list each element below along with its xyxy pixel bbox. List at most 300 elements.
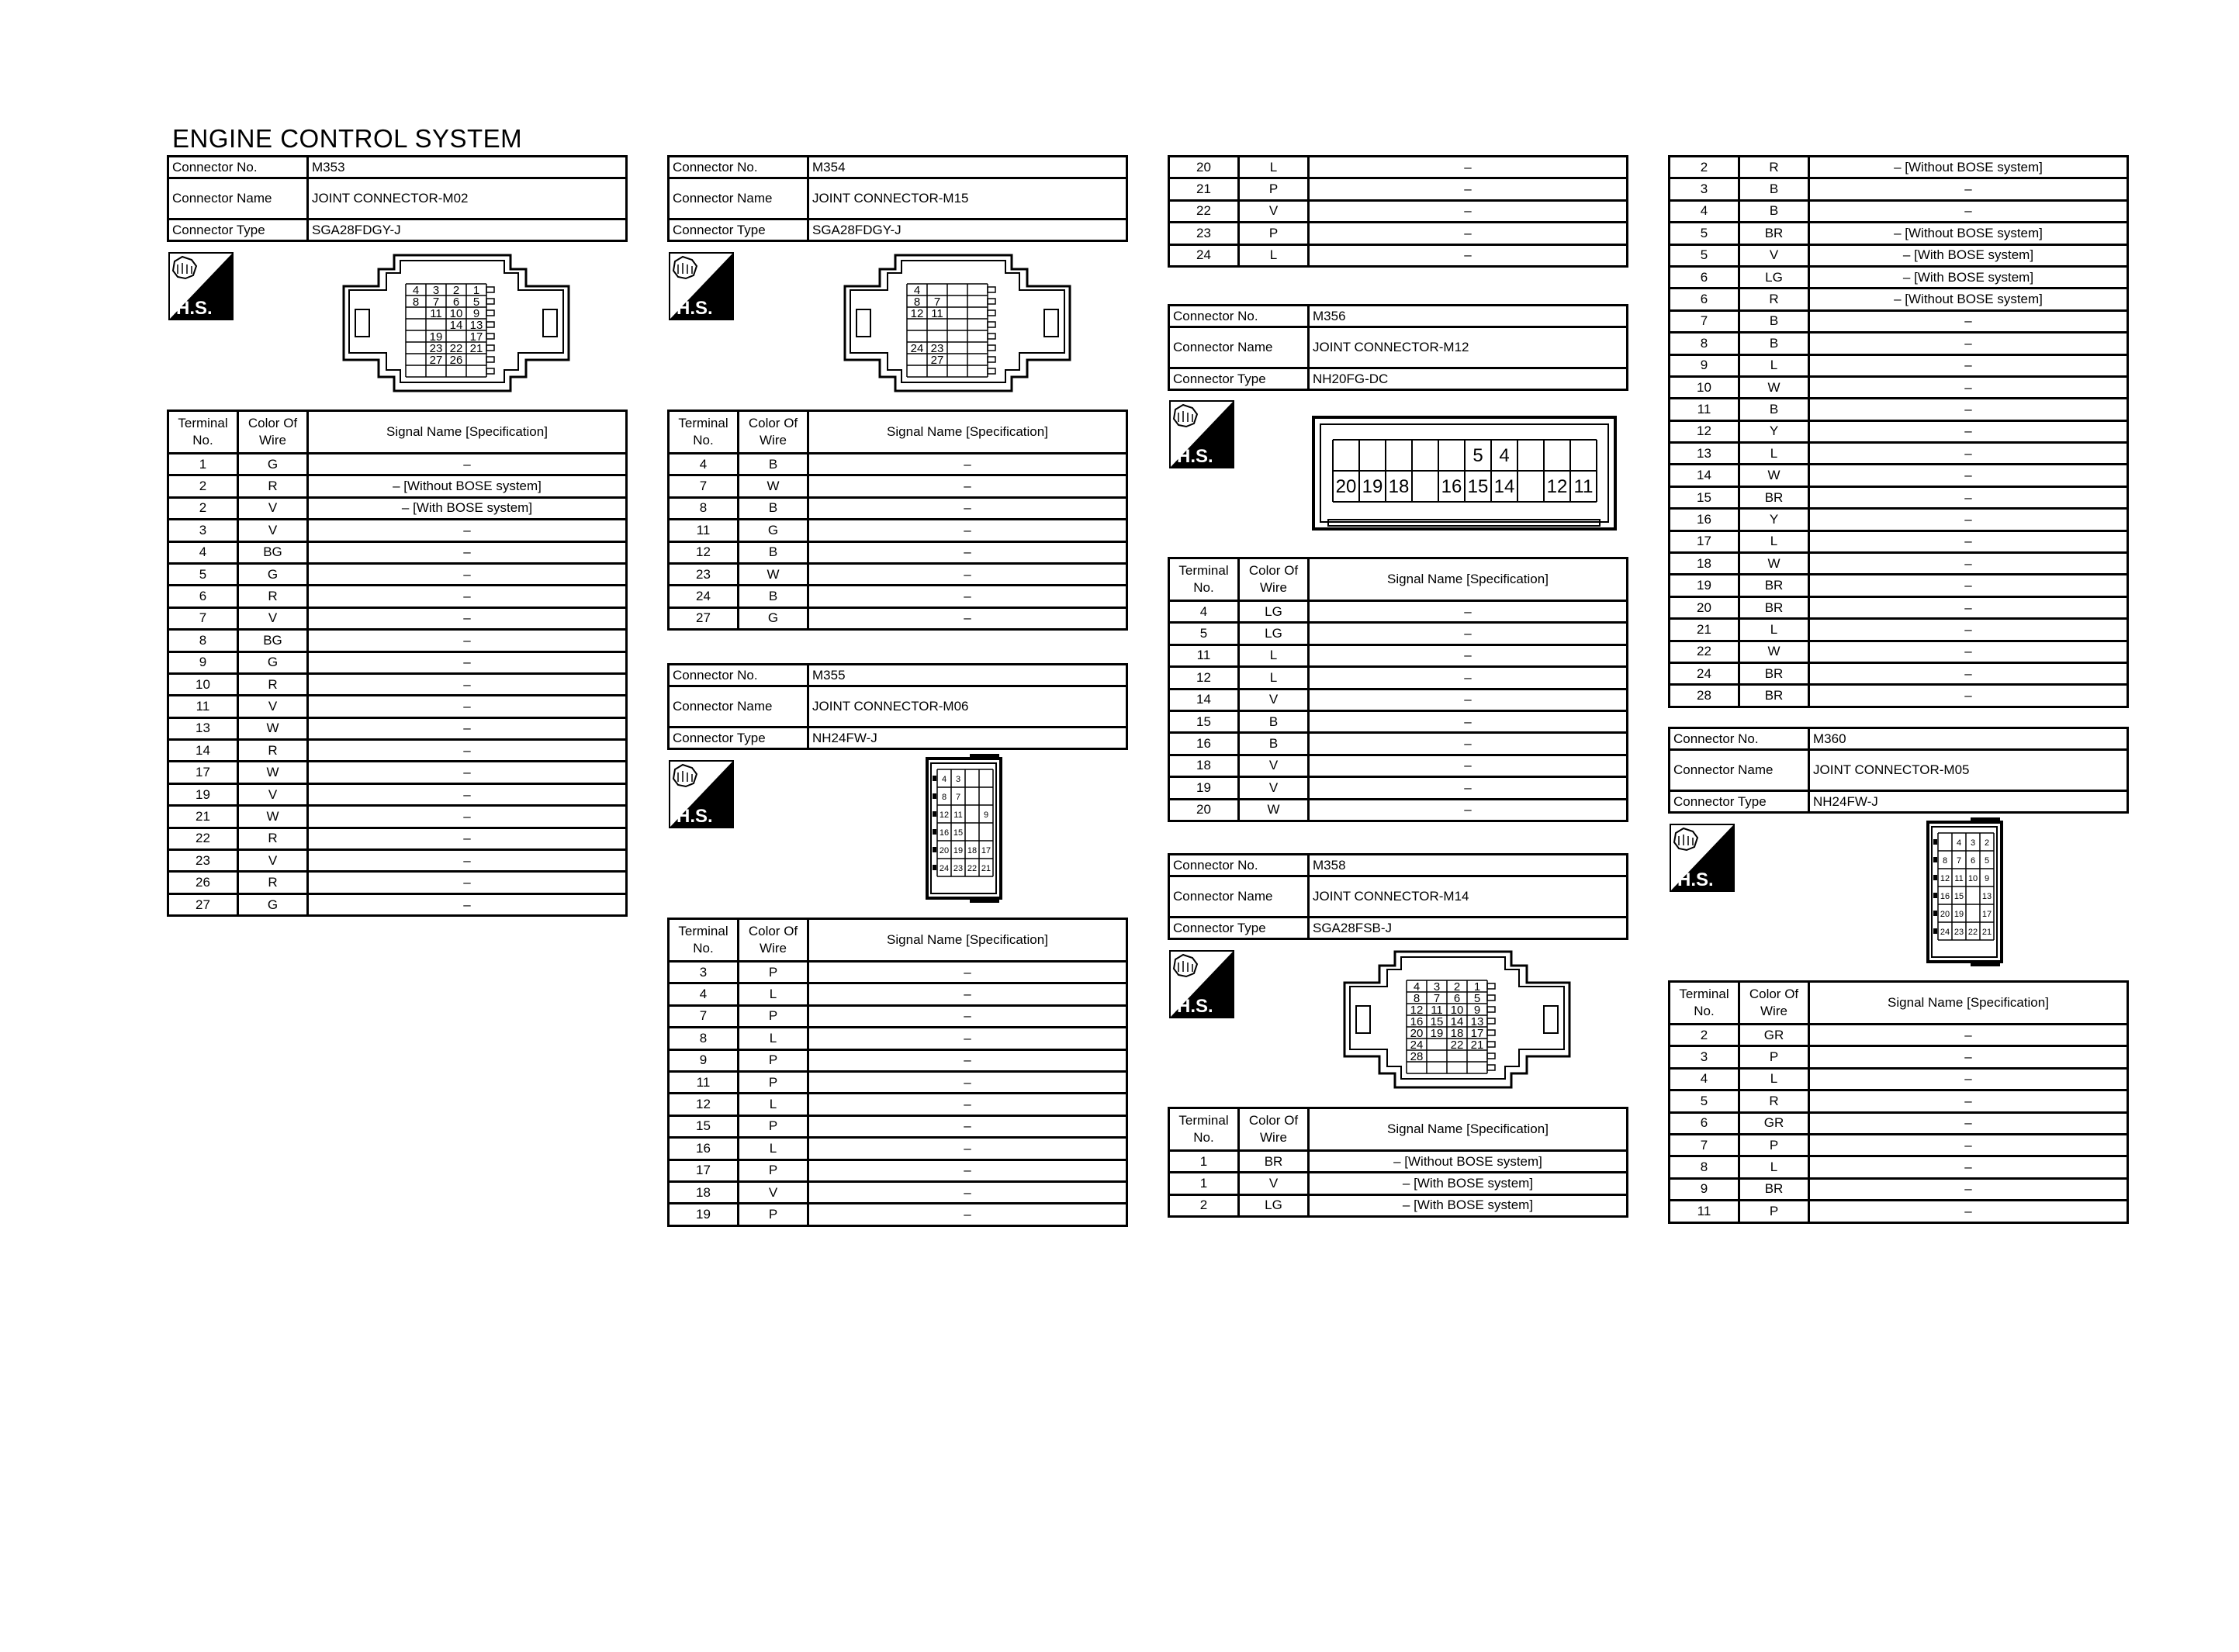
- pin-label: 12: [1410, 1004, 1424, 1017]
- terminal-cell: 14: [1670, 465, 1739, 486]
- terminal-cell: 9: [1670, 1178, 1739, 1200]
- terminal-cell: 12: [669, 1094, 739, 1115]
- terminal-cell: 24: [1670, 662, 1739, 684]
- signal-cell: –: [1809, 399, 2128, 420]
- signal-cell: –: [1809, 1134, 2128, 1156]
- wire-color-cell: P: [1239, 178, 1309, 200]
- signal-cell: –: [308, 872, 627, 893]
- wire-color-cell: L: [1739, 619, 1809, 641]
- terminal-cell: 12: [1169, 667, 1239, 689]
- table-row: [1670, 509, 2128, 531]
- connector-name-label: Connector Name: [1169, 876, 1309, 918]
- connector-type-label: Connector Type: [669, 219, 808, 241]
- signal-cell: –: [1809, 619, 2128, 641]
- pin-label: 20: [1940, 910, 1950, 919]
- wire-color-cell: BR: [1739, 662, 1809, 684]
- signal-cell: –: [308, 520, 627, 541]
- table-row: [669, 1071, 1127, 1093]
- terminal-cell: 6: [168, 586, 238, 607]
- terminal-cell: 19: [168, 783, 238, 805]
- table-row: [168, 520, 627, 541]
- terminal-cell: 1: [168, 454, 238, 475]
- terminal-cell: 23: [168, 850, 238, 872]
- terminal-cell: 4: [1670, 1068, 1739, 1090]
- signal-cell: –: [308, 783, 627, 805]
- terminal-cell: 13: [1670, 443, 1739, 465]
- table-row: [669, 1049, 1127, 1071]
- signal-cell: –: [308, 651, 627, 673]
- table-row: [1670, 223, 2128, 244]
- pin-label: 13: [1981, 892, 1992, 901]
- pin-label: 14: [1493, 476, 1515, 497]
- signal-cell: –: [308, 696, 627, 717]
- wire-color-cell: P: [739, 1204, 808, 1225]
- table-row: [168, 475, 627, 497]
- signal-cell: –: [808, 454, 1127, 475]
- pin-label: 24: [939, 864, 950, 873]
- terminal-cell: 19: [1169, 777, 1239, 799]
- table-row: [168, 586, 627, 607]
- table-row: [168, 696, 627, 717]
- pin-label: 1: [1473, 980, 1481, 994]
- table-row: [1169, 733, 1628, 755]
- connector-type-label: Connector Type: [669, 728, 808, 749]
- signal-cell: –: [1309, 244, 1628, 266]
- wire-color-cell: GR: [1739, 1112, 1809, 1134]
- signal-cell: –: [808, 497, 1127, 519]
- terminal-cell: 8: [168, 630, 238, 651]
- terminal-cell: 17: [669, 1160, 739, 1181]
- wire-color-cell: P: [739, 962, 808, 983]
- terminal-cell: 7: [1670, 1134, 1739, 1156]
- terminal-cell: 6: [1670, 266, 1739, 288]
- signal-cell: –: [1809, 509, 2128, 531]
- table-row: [1169, 623, 1628, 645]
- pin-label: 10: [449, 307, 463, 320]
- signal-cell: – [Without BOSE system]: [308, 475, 627, 497]
- wire-color-cell: W: [238, 762, 308, 783]
- pin-label: 3: [1433, 980, 1441, 994]
- terminal-cell: 13: [168, 717, 238, 739]
- signal-cell: –: [1809, 1112, 2128, 1134]
- terminal-cell: 23: [669, 563, 739, 585]
- wire-color-cell: G: [739, 520, 808, 541]
- terminal-cell: 11: [1670, 399, 1739, 420]
- table-row: [1670, 1134, 2128, 1156]
- table-row: [168, 717, 627, 739]
- terminal-cell: 9: [1670, 354, 1739, 376]
- signal-cell: –: [308, 541, 627, 563]
- wire-color-cell: LG: [1239, 601, 1309, 623]
- signal-cell: –: [1809, 376, 2128, 398]
- table-row: [168, 497, 627, 519]
- signal-cell: –: [808, 1204, 1127, 1225]
- terminal-cell: 16: [1169, 733, 1239, 755]
- terminal-cell: 27: [669, 607, 739, 629]
- connector-name-value: JOINT CONNECTOR-M12: [1309, 327, 1628, 368]
- terminal-cell: 2: [168, 475, 238, 497]
- signal-cell: – [With BOSE system]: [308, 497, 627, 519]
- terminal-cell: 3: [669, 962, 739, 983]
- terminal-no-header: Terminal No.: [1169, 558, 1239, 601]
- table-row: [1670, 399, 2128, 420]
- terminal-cell: 11: [669, 1071, 739, 1093]
- pin-label: 16: [1441, 476, 1462, 497]
- signal-cell: –: [308, 850, 627, 872]
- terminal-cell: 12: [1670, 420, 1739, 442]
- signal-cell: –: [1809, 1090, 2128, 1112]
- pin-label: 17: [469, 330, 483, 344]
- pin-label: 5: [1473, 992, 1481, 1005]
- terminal-cell: 7: [669, 1005, 739, 1027]
- table-row: [1670, 333, 2128, 354]
- wire-color-cell: L: [739, 1028, 808, 1049]
- color-of-wire-header: Color Of Wire: [1239, 1108, 1309, 1151]
- signal-cell: –: [1809, 310, 2128, 332]
- table-row: [1670, 244, 2128, 266]
- signal-cell: –: [308, 454, 627, 475]
- signal-cell: –: [1309, 755, 1628, 776]
- signal-cell: –: [808, 983, 1127, 1005]
- pin-label: 6: [452, 295, 460, 309]
- signal-cell: –: [1809, 1178, 2128, 1200]
- terminal-cell: 1: [1169, 1151, 1239, 1173]
- terminal-cell: 2: [168, 497, 238, 519]
- terminal-table-m355-continued: [1168, 155, 1628, 268]
- hs-harness-side-icon: [168, 252, 234, 320]
- connector-no-value: M355: [808, 665, 1127, 686]
- table-row: [669, 1204, 1127, 1225]
- terminal-cell: 7: [669, 475, 739, 497]
- signal-cell: –: [808, 1160, 1127, 1181]
- pin-label: 8: [941, 793, 947, 802]
- wire-color-cell: P: [1739, 1134, 1809, 1156]
- table-row: [669, 983, 1127, 1005]
- terminal-cell: 19: [669, 1204, 739, 1225]
- signal-cell: –: [1809, 354, 2128, 376]
- pin-label: 11: [953, 810, 963, 820]
- signal-cell: –: [1309, 733, 1628, 755]
- signal-cell: –: [1809, 641, 2128, 662]
- connector-no-value: M360: [1809, 728, 2128, 750]
- terminal-cell: 26: [168, 872, 238, 893]
- signal-cell: – [Without BOSE system]: [1309, 1151, 1628, 1173]
- terminal-cell: 9: [168, 651, 238, 673]
- connector-no-label: Connector No.: [168, 157, 308, 178]
- wire-color-cell: L: [1739, 354, 1809, 376]
- pin-label: 21: [1470, 1039, 1484, 1052]
- connector-name-label: Connector Name: [1670, 750, 1809, 791]
- terminal-no-header: Terminal No.: [1670, 982, 1739, 1025]
- pin-label: 5: [1984, 856, 1990, 866]
- terminal-cell: 14: [1169, 689, 1239, 710]
- table-row: [1670, 1090, 2128, 1112]
- terminal-table-m358-continued: [1668, 155, 2129, 708]
- table-row: [1670, 310, 2128, 332]
- terminal-cell: 4: [168, 541, 238, 563]
- pin-label: 27: [429, 354, 443, 367]
- table-row: [1670, 641, 2128, 662]
- terminal-cell: 3: [168, 520, 238, 541]
- wire-color-cell: GR: [1739, 1025, 1809, 1046]
- color-of-wire-header: Color Of Wire: [739, 919, 808, 962]
- signal-cell: –: [1309, 667, 1628, 689]
- pin-label: 3: [1970, 838, 1976, 848]
- connector-name-value: JOINT CONNECTOR-M14: [1309, 876, 1628, 918]
- pin-label: 4: [941, 775, 947, 784]
- connector-no-label: Connector No.: [1169, 855, 1309, 876]
- signal-name-header: Signal Name [Specification]: [1809, 982, 2128, 1025]
- connector-no-value: M354: [808, 157, 1127, 178]
- table-row: [1169, 689, 1628, 710]
- table-row: [1169, 645, 1628, 666]
- pin-label: 27: [930, 354, 944, 367]
- terminal-no-header: Terminal No.: [168, 411, 238, 454]
- pin-label: 20: [1410, 1027, 1424, 1040]
- pin-label: 8: [913, 295, 921, 309]
- signal-cell: –: [308, 673, 627, 695]
- terminal-cell: 21: [1169, 178, 1239, 200]
- table-row: [1169, 1151, 1628, 1173]
- color-of-wire-header: Color Of Wire: [739, 411, 808, 454]
- terminal-cell: 21: [1670, 619, 1739, 641]
- table-row: [1670, 1201, 2128, 1222]
- terminal-cell: 5: [1670, 223, 1739, 244]
- pin-label: 22: [967, 864, 978, 873]
- pin-label: 6: [1970, 856, 1976, 866]
- table-row: [1670, 1025, 2128, 1046]
- wire-color-cell: B: [1739, 333, 1809, 354]
- pin-label: 8: [412, 295, 420, 309]
- wire-color-cell: P: [1739, 1046, 1809, 1068]
- signal-name-header: Signal Name [Specification]: [1309, 558, 1628, 601]
- pin-label: 12: [1546, 476, 1568, 497]
- pin-label: 19: [1954, 910, 1964, 919]
- table-row: [1670, 486, 2128, 508]
- signal-cell: – [Without BOSE system]: [1809, 223, 2128, 244]
- wire-color-cell: P: [739, 1071, 808, 1093]
- table-row: [168, 651, 627, 673]
- table-row: [1670, 465, 2128, 486]
- signal-cell: –: [1309, 623, 1628, 645]
- wire-color-cell: W: [238, 806, 308, 828]
- pin-label: 11: [931, 307, 943, 320]
- terminal-cell: 11: [669, 520, 739, 541]
- terminal-cell: 8: [669, 1028, 739, 1049]
- signal-cell: –: [1809, 1068, 2128, 1090]
- terminal-cell: 18: [1670, 553, 1739, 575]
- signal-cell: –: [1809, 553, 2128, 575]
- signal-cell: –: [1309, 645, 1628, 666]
- pin-label: 13: [1470, 1015, 1484, 1028]
- signal-cell: –: [1809, 1156, 2128, 1178]
- table-row: [669, 962, 1127, 983]
- wire-color-cell: W: [739, 563, 808, 585]
- signal-cell: –: [308, 630, 627, 651]
- terminal-cell: 11: [168, 696, 238, 717]
- terminal-cell: 21: [168, 806, 238, 828]
- connector-type-label: Connector Type: [1670, 791, 1809, 813]
- connector-no-value: M356: [1309, 306, 1628, 327]
- connector-face-m358: [1341, 948, 1573, 1095]
- terminal-cell: 6: [1670, 1112, 1739, 1134]
- table-row: [1670, 596, 2128, 618]
- pin-label: 24: [1940, 928, 1950, 937]
- pin-label: 19: [1362, 476, 1383, 497]
- pin-label: 6: [1453, 992, 1461, 1005]
- connector-type-value: SGA28FDGY-J: [808, 219, 1127, 241]
- terminal-cell: 1: [1169, 1173, 1239, 1194]
- signal-cell: –: [1309, 157, 1628, 178]
- signal-cell: –: [308, 607, 627, 629]
- wire-color-cell: G: [739, 607, 808, 629]
- table-row: [669, 454, 1127, 475]
- table-row: [168, 630, 627, 651]
- connector-type-value: NH24FW-J: [1809, 791, 2128, 813]
- pin-label: 13: [469, 319, 483, 332]
- connector-face-m354: [841, 251, 1074, 399]
- pin-label: 7: [933, 295, 941, 309]
- terminal-cell: 24: [669, 586, 739, 607]
- wire-color-cell: BR: [1739, 596, 1809, 618]
- signal-cell: –: [808, 1138, 1127, 1160]
- signal-cell: –: [808, 586, 1127, 607]
- table-row: [1169, 223, 1628, 244]
- signal-cell: –: [1309, 689, 1628, 710]
- signal-cell: –: [1809, 486, 2128, 508]
- table-row: [669, 1138, 1127, 1160]
- wire-color-cell: V: [739, 1181, 808, 1203]
- terminal-cell: 5: [168, 563, 238, 585]
- pin-label: 9: [1984, 874, 1990, 883]
- table-row: [1670, 200, 2128, 222]
- table-row: [1169, 178, 1628, 200]
- signal-cell: –: [1809, 333, 2128, 354]
- terminal-table-m360: [1668, 980, 2129, 1224]
- signal-name-header: Signal Name [Specification]: [308, 411, 627, 454]
- wire-color-cell: B: [739, 586, 808, 607]
- table-row: [168, 607, 627, 629]
- terminal-cell: 5: [1169, 623, 1239, 645]
- table-row: [1670, 575, 2128, 596]
- pin-label: 15: [953, 828, 964, 838]
- connector-face-m355: [915, 752, 1009, 911]
- pin-label: 23: [930, 342, 944, 355]
- terminal-cell: 12: [669, 541, 739, 563]
- table-row: [1169, 710, 1628, 732]
- table-row: [1670, 266, 2128, 288]
- wire-color-cell: R: [238, 740, 308, 762]
- pin-label: 17: [981, 846, 991, 855]
- signal-cell: –: [1809, 443, 2128, 465]
- signal-cell: –: [1809, 1025, 2128, 1046]
- terminal-cell: 20: [1169, 799, 1239, 821]
- wire-color-cell: G: [238, 454, 308, 475]
- wire-color-cell: P: [739, 1049, 808, 1071]
- pin-label: 10: [1967, 874, 1978, 883]
- terminal-cell: 8: [1670, 1156, 1739, 1178]
- terminal-cell: 15: [1169, 710, 1239, 732]
- wire-color-cell: W: [238, 717, 308, 739]
- signal-cell: –: [808, 1071, 1127, 1093]
- connector-type-value: SGA28FSB-J: [1309, 918, 1628, 939]
- wire-color-cell: B: [1739, 310, 1809, 332]
- signal-cell: –: [1809, 200, 2128, 222]
- wire-color-cell: G: [238, 893, 308, 915]
- pin-label: 5: [1472, 445, 1483, 466]
- wire-color-cell: R: [238, 872, 308, 893]
- table-row: [168, 673, 627, 695]
- connector-type-label: Connector Type: [168, 219, 308, 241]
- color-of-wire-header: Color Of Wire: [1739, 982, 1809, 1025]
- terminal-cell: 14: [168, 740, 238, 762]
- table-row: [168, 454, 627, 475]
- wire-color-cell: G: [238, 563, 308, 585]
- terminal-cell: 2: [1169, 1194, 1239, 1216]
- table-row: [1670, 685, 2128, 707]
- terminal-cell: 27: [168, 893, 238, 915]
- hs-label: H.S.: [677, 298, 713, 319]
- terminal-cell: 16: [1670, 509, 1739, 531]
- terminal-cell: 23: [1169, 223, 1239, 244]
- wire-color-cell: W: [1739, 553, 1809, 575]
- signal-cell: –: [808, 520, 1127, 541]
- hs-harness-side-icon: [1670, 824, 1735, 892]
- terminal-cell: 4: [1169, 601, 1239, 623]
- terminal-no-header: Terminal No.: [1169, 1108, 1239, 1151]
- wire-color-cell: W: [1739, 641, 1809, 662]
- signal-cell: –: [308, 893, 627, 915]
- table-row: [168, 762, 627, 783]
- wire-color-cell: P: [1739, 1201, 1809, 1222]
- signal-cell: –: [1309, 710, 1628, 732]
- pin-label: 19: [953, 846, 964, 855]
- table-row: [669, 1005, 1127, 1027]
- wire-color-cell: L: [1739, 443, 1809, 465]
- connector-name-value: JOINT CONNECTOR-M15: [808, 178, 1127, 219]
- signal-cell: –: [808, 563, 1127, 585]
- table-row: [1670, 662, 2128, 684]
- signal-cell: –: [808, 1181, 1127, 1203]
- terminal-table-m354: [667, 410, 1128, 631]
- signal-cell: –: [1809, 531, 2128, 552]
- terminal-cell: 28: [1670, 685, 1739, 707]
- signal-cell: –: [808, 962, 1127, 983]
- terminal-table-m356: [1168, 557, 1628, 822]
- connector-no-value: M358: [1309, 855, 1628, 876]
- color-of-wire-header: Color Of Wire: [1239, 558, 1309, 601]
- table-row: [1670, 553, 2128, 575]
- signal-cell: –: [1809, 178, 2128, 200]
- pin-label: 19: [429, 330, 443, 344]
- pin-label: 4: [1956, 838, 1962, 848]
- connector-name-label: Connector Name: [669, 686, 808, 728]
- connector-name-value: JOINT CONNECTOR-M06: [808, 686, 1127, 728]
- terminal-cell: 5: [1670, 1090, 1739, 1112]
- pin-label: 18: [1388, 476, 1410, 497]
- terminal-cell: 15: [1670, 486, 1739, 508]
- terminal-cell: 24: [1169, 244, 1239, 266]
- terminal-cell: 22: [168, 828, 238, 849]
- terminal-cell: 18: [669, 1181, 739, 1203]
- connector-name-label: Connector Name: [669, 178, 808, 219]
- signal-cell: – [With BOSE system]: [1309, 1194, 1628, 1216]
- signal-cell: –: [1809, 685, 2128, 707]
- connector-type-label: Connector Type: [1169, 918, 1309, 939]
- wire-color-cell: LG: [1239, 1194, 1309, 1216]
- wire-color-cell: B: [1739, 200, 1809, 222]
- pin-label: 9: [1473, 1004, 1481, 1017]
